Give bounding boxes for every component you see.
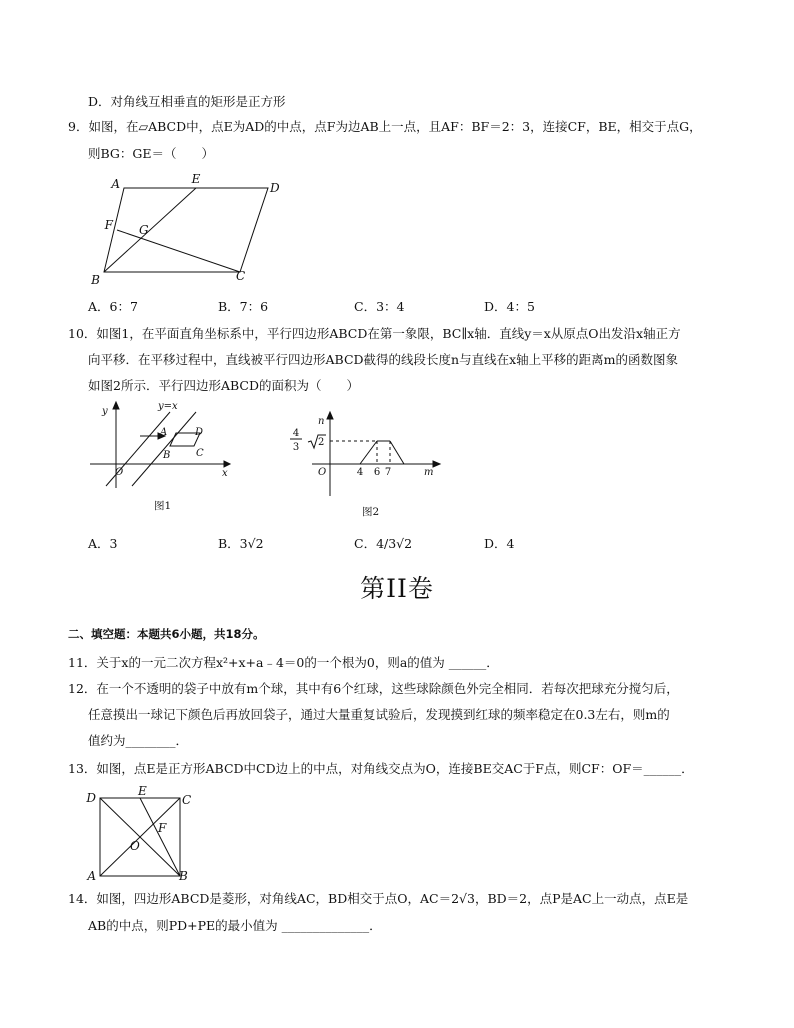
q13-label-f: F: [158, 821, 167, 835]
q10-fig1-label-b: B: [163, 450, 171, 461]
q9-label-c: C: [236, 269, 246, 283]
q9-label-a: A: [111, 177, 120, 191]
q10-fig1-label-a: A: [160, 427, 168, 438]
q13-label-e: E: [138, 784, 147, 798]
q9-stem-line2: 则BG：GE＝（ ）: [88, 146, 215, 161]
q10-fig2-label-o: O: [318, 467, 327, 478]
q13-label-b: B: [179, 869, 188, 883]
q13-label-o: O: [130, 839, 140, 853]
q10-option-c[interactable]: C．4/3√2: [354, 536, 413, 551]
q10-fig1-label-d: D: [195, 427, 204, 438]
q13-label-c: C: [182, 793, 192, 807]
q13-label-d: D: [86, 791, 96, 805]
q14-stem-line1: 14．如图，四边形ABCD是菱形，对角线AC，BD相交于点O，AC＝2√3，BD＝2，点P是AC上一动点，点E是: [68, 891, 689, 906]
q10-fig1-label-o: O: [115, 467, 124, 478]
q9-label-f: F: [104, 218, 113, 232]
q9-label-g: G: [139, 223, 149, 237]
q10-fig2-tick-4: 4: [356, 467, 364, 478]
q9-parallelogram-figure: [84, 168, 284, 290]
q9-label-b: B: [91, 273, 100, 287]
q14-stem-line2: AB的中点，则PD+PE的最小值为 ______________．: [88, 918, 382, 933]
q10-fig1-label-y: y: [102, 406, 108, 417]
q10-fig2-tick-7: 7: [384, 467, 392, 478]
q10-fig2-tick-6: 6: [373, 467, 381, 478]
q8-option-d: D．对角线互相垂直的矩形是正方形: [88, 94, 286, 109]
q12-stem-line1: 12．在一个不透明的袋子中放有m个球，其中有6个红球，这些球除颜色外完全相同．若每次把球充分搅匀后，: [68, 681, 679, 696]
q11-stem: 11．关于x的一元二次方程x²+x+a﹣4＝0的一个根为0，则a的值为 ______．: [68, 655, 499, 670]
q10-figure2: [284, 408, 444, 498]
q10-stem-line1: 10．如图1，在平面直角坐标系中，平行四边形ABCD在第一象限，BC∥x轴．直线y＝x从原点O出发沿x轴正方: [68, 326, 681, 341]
q10-fig1-label-yx: y=x: [158, 401, 178, 412]
q10-stem-line3: 如图2所示．平行四边形ABCD的面积为（ ）: [88, 378, 359, 393]
q9-option-d[interactable]: D．4：5: [484, 299, 535, 314]
q9-option-b[interactable]: B．7：6: [218, 299, 269, 314]
q9-option-a[interactable]: A．6：7: [88, 299, 138, 314]
part2-heading: 二、填空题：本题共6小题，共18分。: [68, 627, 265, 641]
q10-fig1-label-c: C: [196, 448, 204, 459]
q9-option-c[interactable]: C．3：4: [354, 299, 405, 314]
q13-stem: 13．如图，点E是正方形ABCD中CD边上的中点，对角线交点为O，连接BE交AC于F点，则CF：OF＝______．: [68, 761, 694, 776]
q9-label-d: D: [270, 181, 280, 195]
q10-fig2-label-2: 2: [318, 437, 325, 448]
q10-fig1-label-x: x: [222, 468, 228, 479]
q10-stem-line2: 向平移．在平移过程中，直线被平行四边形ABCD截得的线段长度n与直线在x轴上平移的距离m的函数图象: [88, 352, 678, 367]
q10-option-a[interactable]: A．3: [88, 536, 118, 551]
q10-figure1-caption: 图1: [154, 500, 172, 512]
q10-figure2-caption: 图2: [362, 506, 380, 518]
q9-stem-line1: 9．如图，在▱ABCD中，点E为AD的中点，点F为边AB上一点，且AF：BF＝2：3，连接CF，BE，相交于点G，: [68, 119, 702, 134]
q12-stem-line3: 值约为________．: [88, 733, 189, 748]
q12-stem-line2: 任意摸出一球记下颜色后再放回袋子，通过大量重复试验后，发现摸到红球的频率稳定在0.3左右，则m的: [88, 707, 670, 722]
q10-fig2-label-4: 4: [292, 428, 300, 439]
q10-option-b[interactable]: B．3√2: [218, 536, 264, 551]
q10-fig2-label-n: n: [318, 416, 325, 427]
q10-option-d[interactable]: D．4: [484, 536, 515, 551]
q13-square-figure: [84, 784, 200, 884]
q10-figure1: [88, 398, 238, 490]
q13-label-a: A: [87, 869, 96, 883]
q9-label-e: E: [191, 172, 201, 186]
section-title: 第II卷: [360, 574, 434, 603]
q10-fig2-label-m: m: [424, 467, 434, 478]
q10-fig2-label-3: 3: [292, 442, 300, 453]
